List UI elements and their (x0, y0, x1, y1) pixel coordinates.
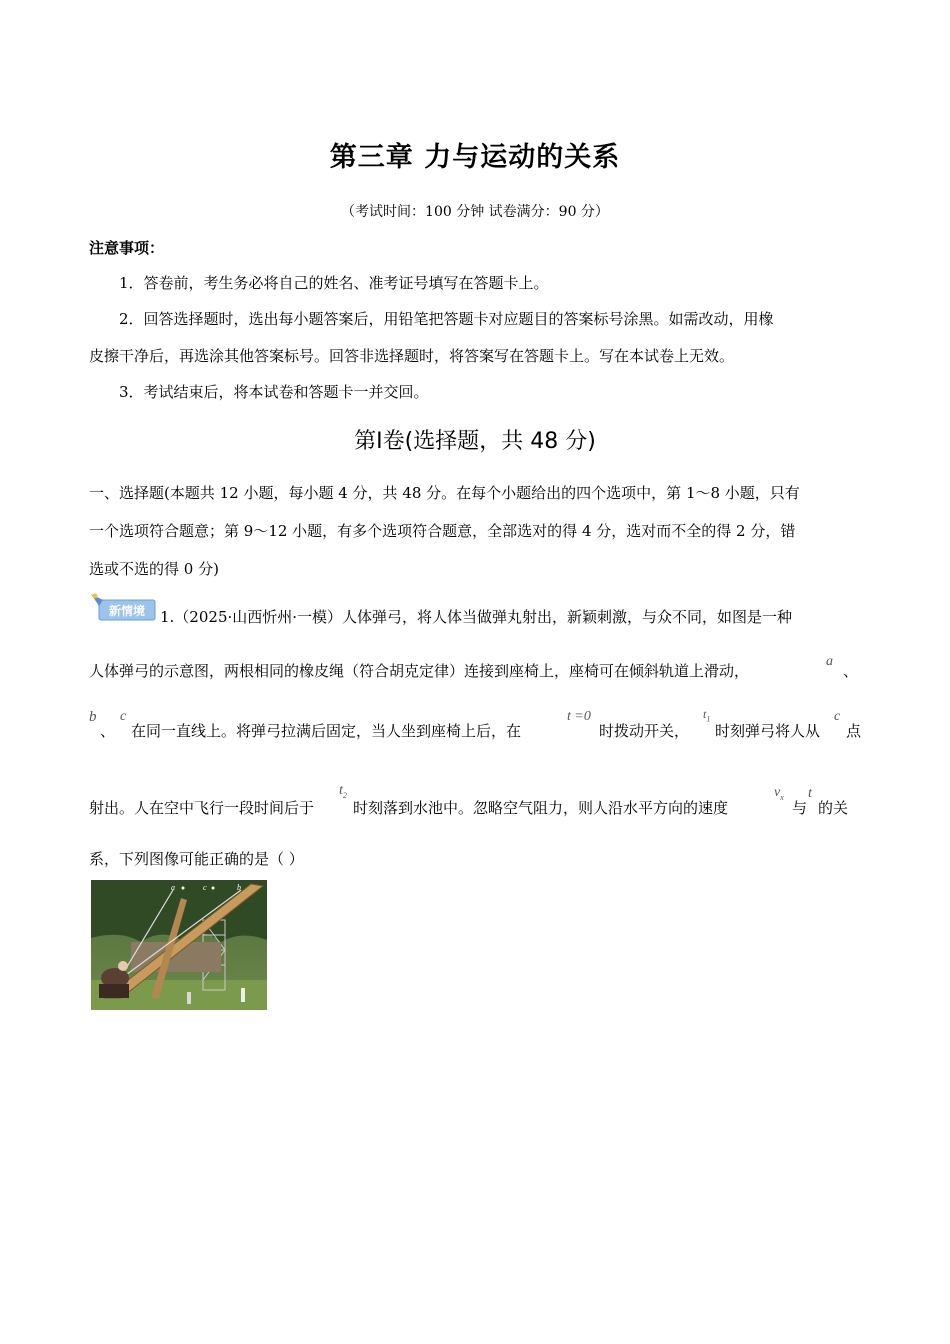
notice-item-2-line-1: 2．回答选择题时，选出每小题答案后，用铅笔把答题卡对应题目的答案标号涂黑。如需改动，用橡 (119, 310, 774, 328)
symbol-b: b (89, 709, 97, 725)
section-title: 第Ⅰ卷(选择题，共 48 分) (354, 429, 596, 454)
question-1-line-1: 1.（2025·山西忻州·一模）人体弹弓，将人体当做弹丸射出，新颖刺激，与众不同，如图是一种 (160, 608, 793, 626)
symbol-t2-sub: 2 (342, 790, 347, 800)
question-1-line-4-c: 与 (792, 799, 808, 817)
exam-info: （考试时间：100 分钟 试卷满分：90 分） (341, 204, 609, 220)
notice-item-1: 1．答卷前，考生务必将自己的姓名、准考证号填写在答题卡上。 (119, 274, 549, 292)
photo-label-c: c (203, 883, 207, 892)
symbol-vx-sub: x (780, 792, 784, 802)
separator-1: 、 (843, 662, 859, 680)
notice-item-3: 3．考试结束后，将本试卷和答题卡一并交回。 (119, 383, 429, 401)
slingshot-illustration (91, 880, 267, 1010)
symbol-c: c (120, 709, 127, 724)
question-1-line-5: 系，下列图像可能正确的是（ ） (89, 850, 304, 868)
photo-label-b: b (237, 883, 241, 892)
symbol-t1 (703, 707, 710, 723)
symbol-c-point: c (834, 709, 841, 724)
question-1-line-3-d: 点 (846, 722, 862, 740)
symbol-t2 (339, 783, 347, 800)
separator-2: 、 (100, 722, 116, 740)
symbol-t2-base: t (339, 783, 343, 798)
part-one-line-2: 一个选项符合题意；第 9～12 小题，有多个选项符合题意，全部选对的得 4 分，选对而不全的得 2 分，错 (89, 522, 796, 540)
question-1-line-4-a: 射出。人在空中飞行一段时间后于 (89, 799, 315, 817)
symbol-t1-base: t (703, 707, 707, 721)
symbol-vx (774, 785, 784, 802)
part-one-line-3: 选或不选的得 0 分) (89, 560, 219, 578)
symbol-t: t (808, 786, 812, 801)
notice-item-2-line-2: 皮擦干净后，再选涂其他答案标号。回答非选择题时，将答案写在答题卡上。写在本试卷上无效。 (89, 347, 735, 365)
photo-label-a: a (171, 883, 175, 892)
symbol-vx-base: v (774, 785, 781, 800)
question-1-line-4-b: 时刻落到水池中。忽略空气阻力，则人沿水平方向的速度 (353, 799, 729, 817)
notice-heading: 注意事项： (89, 239, 165, 257)
symbol-a: a (826, 654, 833, 669)
question-1-line-3-b: 时拨动开关， (599, 722, 690, 740)
question-1-line-4-d: 的关 (818, 799, 849, 817)
badge-graphic (89, 592, 157, 622)
badge-text: 新情境 (108, 604, 146, 618)
question-1-line-2: 人体弹弓的示意图，两根相同的橡皮绳（符合胡克定律）连接到座椅上，座椅可在倾斜轨道上滑动， (89, 662, 750, 680)
symbol-t-equals-zero: t =0 (567, 709, 591, 724)
symbol-t1-sub: 1 (706, 714, 711, 724)
question-1-line-3-c: 时刻弹弓将人从 (715, 722, 821, 740)
part-one-line-1: 一、选择题(本题共 12 小题，每小题 4 分，共 48 分。在每个小题给出的四个选项中，第 1～8 小题，只有 (89, 484, 800, 502)
question-1-line-3-a: 在同一直线上。将弹弓拉满后固定，当人坐到座椅上后，在 (131, 722, 522, 740)
new-scenario-badge (89, 592, 157, 622)
slingshot-photo (91, 880, 267, 1010)
page-title: 第三章 力与运动的关系 (329, 142, 621, 173)
